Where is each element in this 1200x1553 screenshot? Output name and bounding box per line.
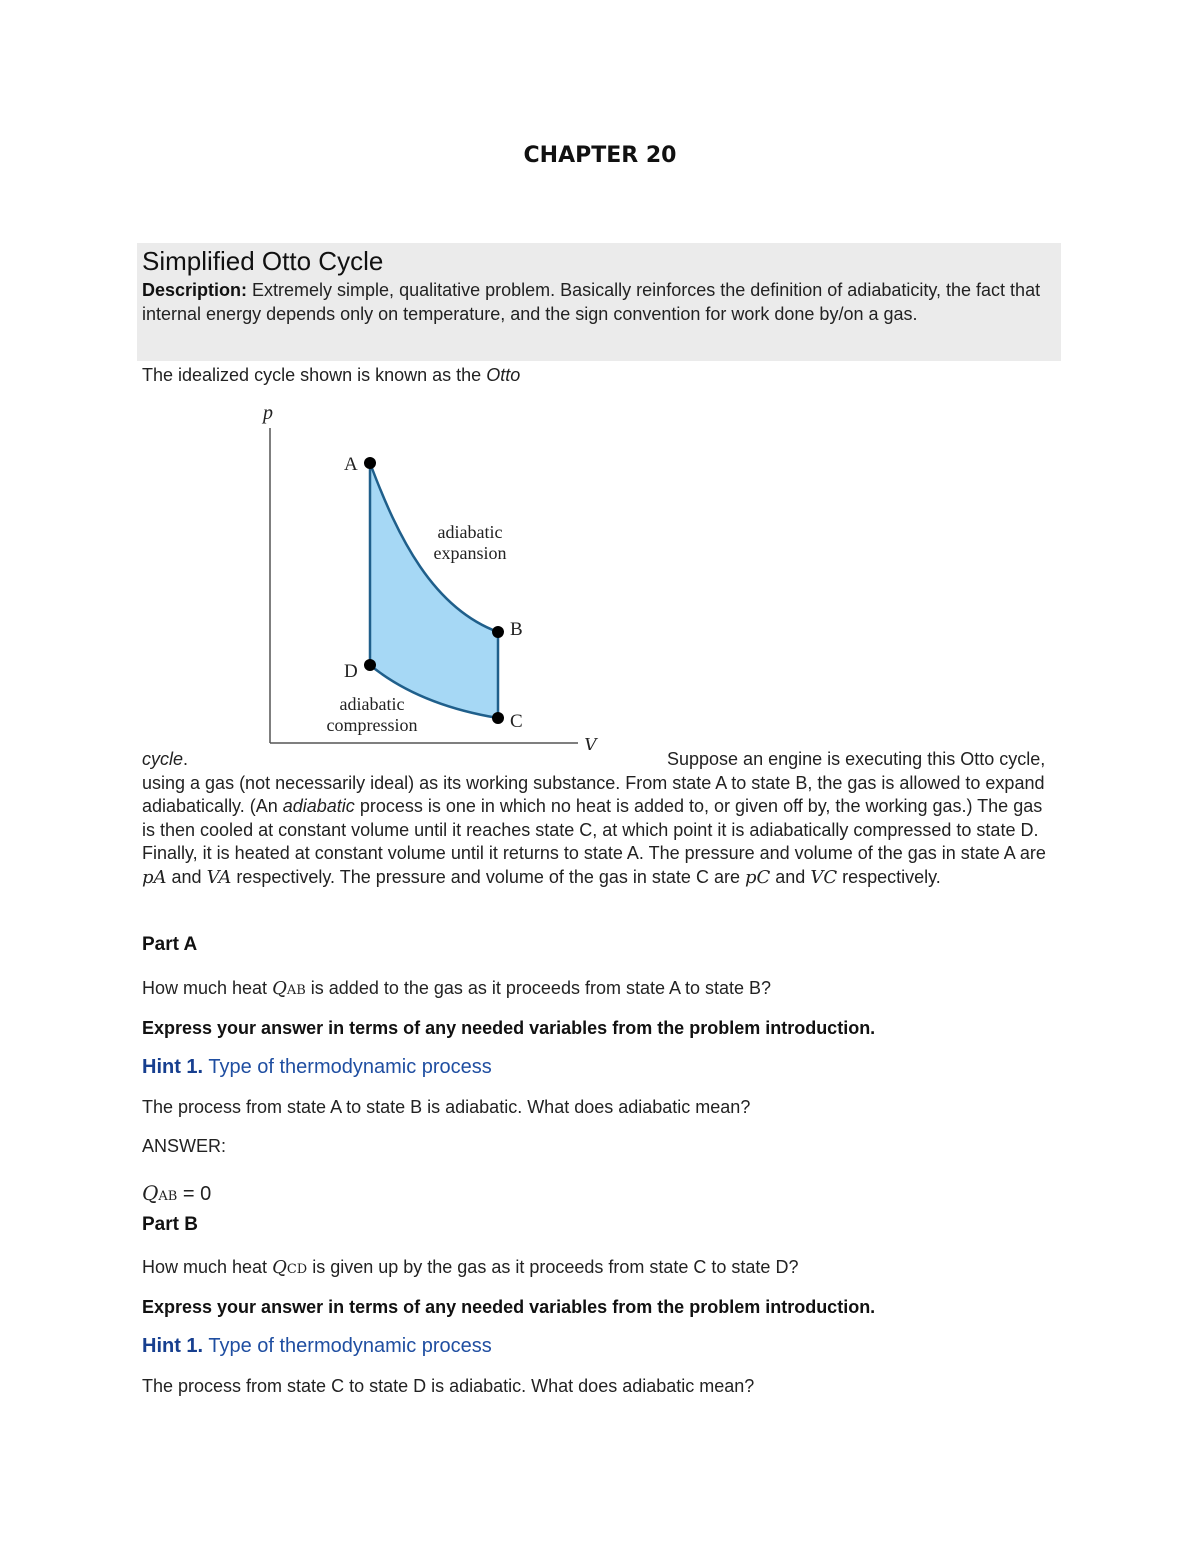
intro-body-2: process is one in which no heat is added to, or given off by, the working gas.) The gas is then cooled at constant volume until it reaches state C, at which point it is adiabatically compressed to state D. Finally, it is heated at constant volume until it returns to state A. The pressure and volume of the gas in state A are [142, 796, 1046, 863]
intro-lead [142, 363, 520, 387]
symbol-VA: VA [206, 866, 232, 888]
intro-respectively: respectively. The pressure and volume of the gas in state C are [231, 866, 745, 887]
problem-intro-paragraph [142, 748, 1060, 889]
x-axis-label: V [584, 734, 597, 750]
cycle-word: cycle [142, 749, 184, 769]
point-d-marker [364, 659, 376, 671]
chapter-heading: CHAPTER 20 [523, 143, 677, 168]
part-a-answer: QAB = 0 [142, 1181, 212, 1205]
point-c-marker [492, 712, 504, 724]
adiabatic-word: adiabatic [282, 796, 355, 816]
description-text: Extremely simple, qualitative problem. Basically reinforces the definition of adiabaticity, the fact that internal energy depends only on temperature, and the sign convention for work done by/on a gas. [142, 280, 1041, 324]
compression-label-line2: compression [326, 715, 418, 735]
part-b-hint-label: Hint 1. [142, 1335, 204, 1357]
part-b-instruction: Express your answer in terms of any needed variables from the problem introduction. [142, 1297, 876, 1317]
description-label: Description: [142, 280, 248, 300]
y-axis-label: p [263, 402, 273, 424]
symbol-QAB: QAB [272, 978, 306, 999]
part-a-answer-value: 0 [200, 1183, 212, 1205]
symbol-VC: VC [810, 866, 838, 888]
intro-respectively-end: respectively. [837, 866, 941, 887]
cycle-region [370, 463, 498, 718]
intro-body-1: Suppose an engine is executing this Otto cycle, using a gas (not necessarily ideal) as its working substance. From state A to state B, the gas is allowed to expand adiabatically. (An [142, 749, 1046, 816]
problem-title: Simplified Otto Cycle [142, 246, 384, 276]
part-b-hint-title[interactable]: Type of thermodynamic process [208, 1335, 492, 1357]
part-b-hint-text: The process from state C to state D is adiabatic. What does adiabatic mean? [142, 1376, 755, 1396]
compression-label-line1: adiabatic [339, 694, 405, 714]
symbol-pA: pA [142, 866, 167, 888]
part-b-question: How much heat QCD is given up by the gas as it proceeds from state C to state D? [142, 1257, 799, 1278]
expansion-label-line2: expansion [433, 543, 507, 563]
point-a-label: A [344, 454, 358, 475]
point-c-label: C [510, 711, 523, 732]
part-a-question: How much heat QAB is added to the gas as it proceeds from state A to state B? [142, 978, 772, 999]
point-a-marker [364, 457, 376, 469]
part-a-hint-title[interactable]: Type of thermodynamic process [208, 1056, 492, 1078]
intro-lead-text: The idealized cycle shown is known as the [142, 365, 487, 385]
part-a-answer-label: ANSWER: [142, 1136, 227, 1156]
point-d-label: D [344, 661, 358, 682]
point-b-label: B [510, 619, 523, 640]
symbol-pC: pC [744, 866, 771, 888]
part-a-instruction: Express your answer in terms of any needed variables from the problem introduction. [142, 1018, 876, 1038]
intro-period: . [183, 749, 189, 769]
part-a-hint-label: Hint 1. [142, 1056, 204, 1078]
expansion-label-line1: adiabatic [437, 522, 503, 542]
point-b-marker [492, 626, 504, 638]
part-a-hint[interactable] [142, 1055, 492, 1079]
otto-cycle-diagram [258, 398, 603, 750]
part-b-title: Part B [142, 1214, 198, 1235]
part-b-hint[interactable] [142, 1334, 492, 1358]
part-a-title: Part A [142, 934, 198, 955]
symbol-QAB-answer: QAB [142, 1181, 178, 1205]
part-a-hint-text: The process from state A to state B is adiabatic. What does adiabatic mean? [142, 1097, 751, 1117]
and-2: and [770, 866, 811, 887]
and-1: and [166, 866, 207, 887]
otto-word: Otto [486, 365, 521, 385]
symbol-QCD: QCD [272, 1257, 308, 1278]
problem-description [142, 278, 1056, 326]
problem-description-box [137, 243, 1061, 361]
